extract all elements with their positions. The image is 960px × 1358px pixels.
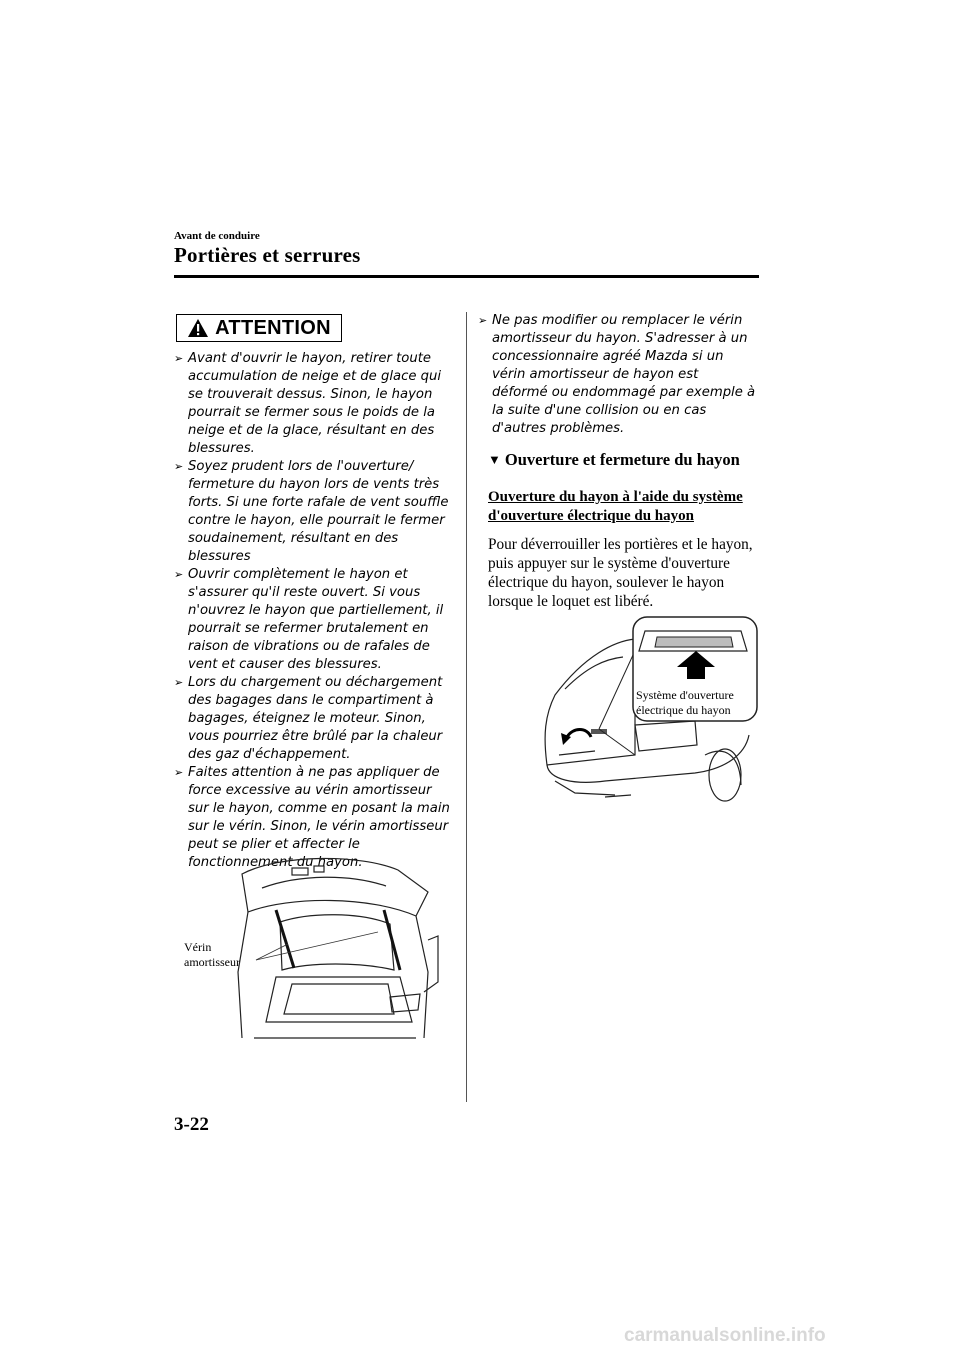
procedure-heading: Ouverture du hayon à l'aide du système d'ouverture électrique du hayon xyxy=(488,489,743,524)
subheading: ▼ Ouverture et fermeture du hayon xyxy=(488,450,740,469)
bullet-mark: ➢ xyxy=(478,314,488,327)
strut-label: Vérin amortisseur xyxy=(184,940,240,969)
section-title: Portières et serrures xyxy=(174,243,361,267)
bullet-mark: ➢ xyxy=(174,352,184,365)
column-divider xyxy=(466,312,467,1102)
page-number: 3-22 xyxy=(174,1114,209,1135)
list-item: ➢ Faites attention à ne pas appliquer de force excessive au vérin amortisseur sur le hayon, comme en posant la main sur le vérin. Sinon, le vérin amortisseur peut se plier et affecter le fonctionnement du hayon. xyxy=(174,765,450,870)
bullet-mark: ➢ xyxy=(174,766,184,779)
list-item: ➢ Soyez prudent lors de l'ouverture/ fermeture du hayon lors de vents très forts. Si une forte rafale de vent souffle contre le hayon, elle pourrait le fermer soudainement, résultant en des blessures xyxy=(174,459,449,564)
header-rule xyxy=(174,275,759,278)
footer-watermark: carmanualsonline.info xyxy=(624,1325,826,1346)
section-small-title: Avant de conduire xyxy=(174,230,260,242)
list-item: ➢ Lors du chargement ou déchargement des bagages dans le compartiment à bagages, éteignez le moteur. Sinon, vous pourriez être brûlé par la chaleur des gaz d'échappement. xyxy=(174,675,443,762)
bullet-mark: ➢ xyxy=(174,568,184,581)
list-item: ➢ Avant d'ouvrir le hayon, retirer toute accumulation de neige et de glace qui se trouverait dessus. Sinon, le hayon pourrait se fermer sous le poids de la neige et de la glace, résultant en des blessures. xyxy=(174,351,442,456)
attention-box xyxy=(176,314,342,342)
attention-list-left xyxy=(174,350,450,872)
bullet-mark: ➢ xyxy=(174,460,184,473)
bullet-mark: ➢ xyxy=(174,676,184,689)
list-item: ➢ Ouvrir complètement le hayon et s'assurer qu'il reste ouvert. Si vous n'ouvrez le hayon que partiellement, il pourrait se refermer brutalement en raison de vibrations ou de rafales de vent et causer des blessures. xyxy=(174,567,444,672)
list-item: ➢ Ne pas modifier ou remplacer le vérin amortisseur du hayon. S'adresser à un concessionnaire agréé Mazda si un vérin amortisseur de hayon est déformé ou endommagé par exemple à la suite d'une collision ou en cas d'autres problèmes. xyxy=(478,313,756,436)
triangle-down-icon: ▼ xyxy=(488,452,501,467)
body-paragraph: Pour déverrouiller les portières et le hayon, puis appuyer sur le système d'ouverture électrique du hayon, soulever le hayon lorsque le loquet est libéré. xyxy=(488,536,753,610)
warning-triangle-icon xyxy=(187,318,209,338)
electric-opener-label: Système d'ouverture électrique du hayon xyxy=(636,688,734,717)
attention-list-right xyxy=(478,312,758,438)
attention-label: ATTENTION xyxy=(215,316,331,339)
